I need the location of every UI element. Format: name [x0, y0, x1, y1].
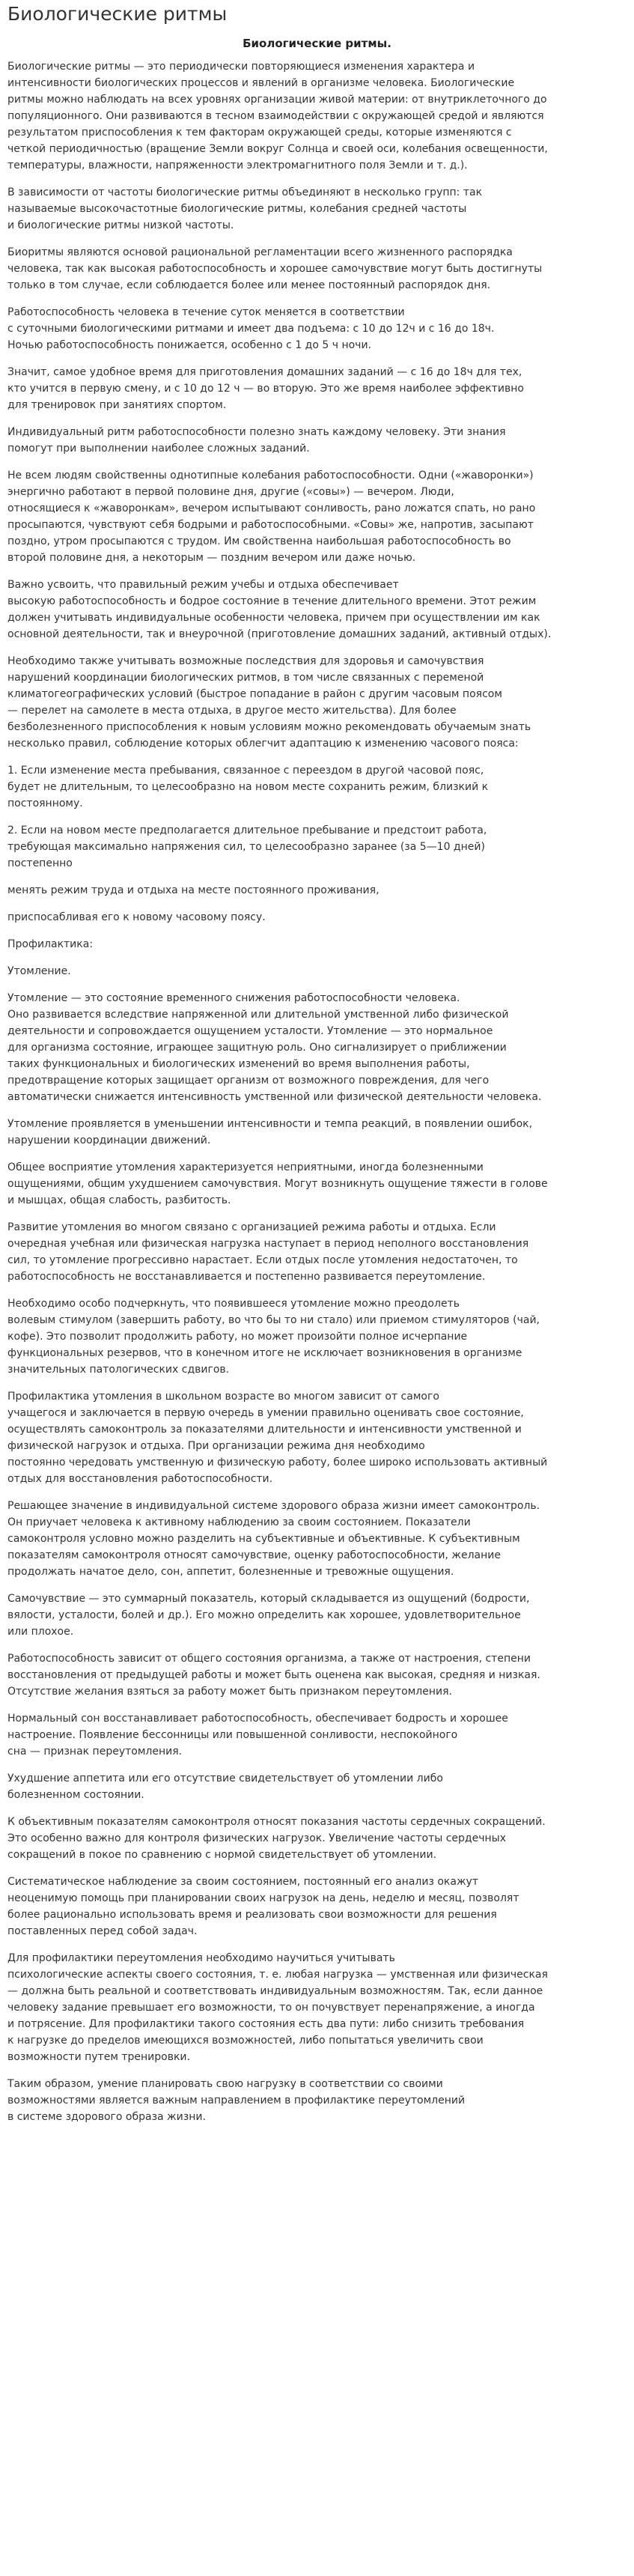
paragraph-systematic-observation: Систематическое наблюдение за своим состоянием, постоянный его анализ окажут неоценимую помощь при планировании своих нагрузок на день, неделю и месяц, позволят более рационально использовать время и реализовать свои возможности для решения поставленных перед собой задач. [7, 1876, 519, 1937]
paragraph-appetite: Ухудшение аппетита или его отсутствие свидетельствует об утомлении либо болезненном состоянии. [7, 1772, 443, 1801]
paragraph-study-regime: Важно усвоить, что правильный режим учебы и отдыха обеспечивает высокую работоспособность и бодрое состояние в течение длительного времени. Этот режим должен учитывать индивидуальные особенности человека, причем при осуществлении им как основной деятельности, так и внеурочной (приготовление домашних заданий, активный отдых). [7, 579, 552, 640]
paragraph-overwork-prevention: Для профилактики переутомления необходимо научиться учитывать психологические аспекты своего состояния, т. е. любая нагрузка — умственная или физическая — должна быть реальной и соответствовать индивидуальным возможностям. Так, если данное человеку задание превышает его возможности, то он почувствует перенапряжение, а иногда и потрясение. Для профилактики такого состояния есть два пути: либо снизить требования к нагрузке до пределов имеющихся возможностей, либо попытаться увеличить свои возможности путем тренировки. [7, 1952, 548, 2063]
paragraph-fatigue-prevention-school: Профилактика утомления в школьном возрасте во многом зависит от самого учащегося и заключается в первую очередь в умении правильно оценивать свое состояние, осуществлять самоконтроль за показателями длительности и интенсивности умственной и физической нагрузок и отдыха. При организации режима дня необходимо постоянно чередовать умственную и физическую работу, более широко использовать активный отдых для восстановления работоспособности. [7, 1391, 548, 1485]
paragraph-fatigue-signs: Утомление проявляется в уменьшении интенсивности и темпа реакций, в появлении ошибок, нарушении координации движений. [7, 1118, 533, 1146]
article-heading: Биологические ритмы. [243, 37, 391, 50]
paragraph-wellbeing: Самочувствие — это суммарный показатель, который складывается из ощущений (бодрости, вялости, усталости, болей и др.). Его можно определить как хорошее, удовлетворительное или плохое. [7, 1593, 530, 1638]
paragraph-objective-indicators: К объективным показателям самоконтроля относят показания частоты сердечных сокращений. Это особенно важно для контроля физических нагрузок. Увеличение частоты сердечных сокращений в покое по сравнению с нормой свидетельствует об утомлении. [7, 1816, 546, 1861]
paragraph-rule-2: 2. Если на новом месте предполагается длительное пребывание и предстоит работа, требующая максимально напряжения сил, то целесообразно заранее (за 5—10 дней) постепенно [7, 824, 487, 869]
paragraph-frequency-groups: В зависимости от частоты биологические ритмы объединяют в несколько групп: так называемые высокочастотные биологические ритмы, колебания средней частоты и биологические ритмы низкой частоты. [7, 186, 483, 231]
section-label-prevention: Профилактика: [7, 938, 94, 950]
paragraph-adjust-timezone: приспосабливая его к новому часовому поясу. [7, 911, 266, 923]
paragraph-daily-performance: Работоспособность человека в течение суток меняется в соответствии с суточными биологическими ритмами и имеет два подъема: с 10 до 12ч и с 16 до 18ч. Ночью работоспособность понижается, особенно с 1 до 5 ч ночи. [7, 306, 495, 351]
paragraph-fatigue-development: Развитие утомления во многом связано с организацией режима работы и отдыха. Если очередная учебная или физическая нагрузка наступает в период неполного восстановления сил, то утомление прогрессивно нарастает. Если отдых после утомления недостаточен, то работоспособность не восстанавливается и постепенно развивается переутомление. [7, 1221, 529, 1283]
section-label-fatigue: Утомление. [7, 965, 71, 977]
paragraph-change-regime: менять режим труда и отдыха на месте постоянного проживания, [7, 884, 380, 896]
paragraph-biorhythm-basis: Биоритмы являются основой рациональной регламентации всего жизненного распорядка человека, так как высокая работоспособность и хорошее самочувствие могут быть достигнуты только в том случае, если соблюдается более или менее постоянный распорядок дня. [7, 246, 543, 291]
paragraph-conclusion: Таким образом, умение планировать свою нагрузку в соответствии со своими возможностями является важным направлением в профилактике переутомлений в системе здорового образа жизни. [7, 2078, 466, 2123]
paragraph-individual-rhythm: Индивидуальный ритм работоспособности полезно знать каждому человеку. Эти знания помогут при выполнении наиболее сложных заданий. [7, 426, 506, 455]
paragraph-self-control: Решающее значение в индивидуальной системе здорового образа жизни имеет самоконтроль. Он приучает человека к активному наблюдению за своим состоянием. Показатели самоконтроля условно можно разделить на субъективные и объективные. К субъективным показателям самоконтроля относят самочувствие, оценку работоспособности, желание продолжать начатое дело, сон, аппетит, болезненные и тревожные ощущения. [7, 1500, 540, 1578]
paragraph-work-capacity: Работоспособность зависит от общего состояния организма, а также от настроения, степени восстановления от предыдущей работы и может быть оценена как высокая, средняя и низкая. Отсутствие желания взяться за работу может быть признаком переутомления. [7, 1653, 540, 1698]
paragraph-sleep: Нормальный сон восстанавливает работоспособность, обеспечивает бодрость и хорошее настроение. Появление бессонницы или повышенной сонливости, неспокойного сна — признак переутомления. [7, 1713, 508, 1758]
paragraph-rule-1: 1. Если изменение места пребывания, связанное с переездом в другой часовой пояс, будет не длительным, то целесообразно на новом месте сохранить режим, близкий к постоянному. [7, 765, 489, 809]
paragraph-fatigue-definition: Утомление — это состояние временного снижения работоспособности человека. Оно развивается вследствие напряженной или длительной умственной либо физической деятельности и сопровождается ощущением усталости. Утомление — это нормальное для организма состояние, играющее защитную роль. Оно сигнализирует о приближении таких функциональных и биологических изменений во время выполнения работы, предотвращение которых защищает организм от возможного повреждения, для чего автоматически снижается интенсивность умственной или физической деятельности человека. [7, 992, 542, 1103]
paragraph-intro: Биологические ритмы — это периодически повторяющиеся изменения характера и интенсивности биологических процессов и явлений в организме человека. Биологические ритмы можно наблюдать на всех уровнях организации живой материи: от внутриклеточного до популяционного. Они развиваются в тесном взаимодействии с окружающей средой и являются результатом приспособления к тем факторам окружающей среды, которые изменяются с четкой периодичностью (вращение Земли вокруг Солнца и своей оси, колебания освещенности, температуры, влажности, напряженности электромагнитного поля Земли и т. д.). [7, 61, 548, 171]
paragraph-homework-time: Значит, самое удобное время для приготовления домашних заданий — с 16 до 18ч для тех, кто учится в первую смену, и с 10 до 12 ч — во вторую. Это же время наиболее эффективно для тренировок при занятиях спортом. [7, 366, 524, 411]
paragraph-larks-owls: Не всем людям свойственны однотипные колебания работоспособности. Одни («жаворонки») энергично работают в первой половине дня, другие («совы») — вечером. Люди, относящиеся к «жаворонкам», вечером испытывают сонливость, рано ложатся спать, но рано просыпаются, чувствуют себя бодрыми и работоспособными. «Совы» же, напротив, засыпают поздно, утром просыпаются с трудом. Им свойственна наибольшая работоспособность во второй половине дня, а некоторым — поздним вечером или даже ночью. [7, 470, 536, 564]
paragraph-timezone-adaptation: Необходимо также учитывать возможные последствия для здоровья и самочувствия нарушений координации биологических ритмов, в том числе связанных с переменой климатогеографических условий (быстрое попадание в район с другим часовым поясом — перелет на самолете в места отдыха, в другое место жительства). Для более безболезненного приспособления к новым условиям можно рекомендовать обучаемым знать несколько правил, соблюдение которых облегчит адаптацию к изменению часового пояса: [7, 655, 531, 750]
page-title: Биологические ритмы [7, 3, 228, 25]
paragraph-fatigue-perception: Общее восприятие утомления характеризуется неприятными, иногда болезненными ощущениями, общим ухудшением самочувствия. Могут возникнуть ощущение тяжести в голове и мышцах, общая слабость, разбитость. [7, 1161, 548, 1206]
paragraph-overcoming-fatigue: Необходимо особо подчеркнуть, что появившееся утомление можно преодолеть волевым стимулом (завершить работу, во что бы то ни стало) или приемом стимуляторов (чай, кофе). Это позволит продолжить работу, но может произойти полное исчерпание функциональных резервов, что в конечном итоге не исключает возникновения в организме значительных патологических сдвигов. [7, 1298, 540, 1376]
